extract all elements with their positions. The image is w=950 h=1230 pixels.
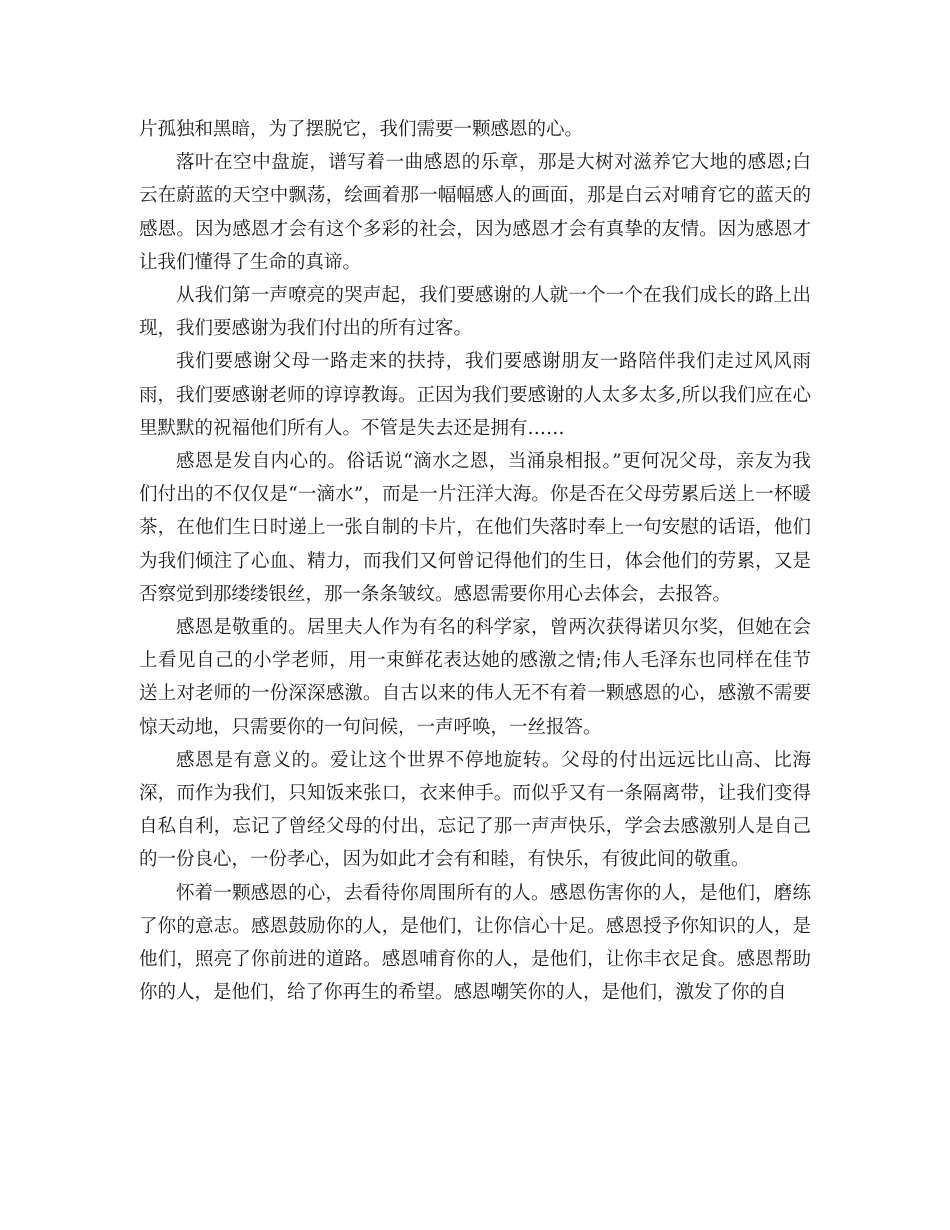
paragraph-2: 落叶在空中盘旋，谱写着一曲感恩的乐章，那是大树对滋养它大地的感恩;白云在蔚蓝的天空中飘荡，绘画着那一幅幅感人的画面，那是白云对哺育它的蓝天的感恩。因为感恩才会有这个多彩的社会，因为感恩才会有真挚的友情。因为感恩才让我们懂得了生命的真谛。 (139, 152, 811, 273)
paragraph-1: 片孤独和黑暗，为了摆脱它，我们需要一颗感恩的心。 (139, 119, 584, 140)
paragraph-3: 从我们第一声嘹亮的哭声起，我们要感谢的人就一个一个在我们成长的路上出现，我们要感谢为我们付出的所有过客。 (139, 285, 811, 340)
paragraph-8: 怀着一颗感恩的心，去看待你周围所有的人。感恩伤害你的人，是他们，磨练了你的意志。感恩鼓励你的人，是他们，让你信心十足。感恩授予你知识的人，是他们，照亮了你前进的道路。感恩哺育你的人，是他们，让你丰衣足食。感恩帮助你的人，是他们，给了你再生的希望。感恩嘲笑你的人，是他们，激发了你的自 (139, 882, 811, 1004)
paragraph-6: 感恩是敬重的。居里夫人作为有名的科学家，曾两次获得诺贝尔奖，但她在会上看见自己的小学老师，用一束鲜花表达她的感激之情;伟人毛泽东也同样在佳节送上对老师的一份深深感激。自古以来的伟人无不有着一颗感恩的心，感激不需要惊天动地，只需要你的一句问候，一声呼唤，一丝报答。 (139, 617, 811, 738)
paragraph-7: 感恩是有意义的。爱让这个世界不停地旋转。父母的付出远远比山高、比海深，而作为我们，只知饭来张口，衣来伸手。而似乎又有一条隔离带，让我们变得自私自利，忘记了曾经父母的付出，忘记了那一声声快乐，学会去感激别人是自己的一份良心，一份孝心，因为如此才会有和睦，有快乐，有彼此间的敬重。 (139, 749, 811, 871)
document-body (139, 113, 811, 1009)
paragraph-5: 感恩是发自内心的。俗话说“滴水之恩，当涌泉相报。”更何况父母，亲友为我们付出的不仅仅是“一滴水”，而是一片汪洋大海。你是否在父母劳累后送上一杯暖茶，在他们生日时递上一张自制的卡片，在他们失落时奉上一句安慰的话语，他们为我们倾注了心血、精力，而我们又何曾记得他们的生日，体会他们的劳累，又是否察觉到那缕缕银丝，那一条条皱纹。感恩需要你用心去体会，去报答。 (139, 451, 811, 605)
paragraph-4: 我们要感谢父母一路走来的扶持，我们要感谢朋友一路陪伴我们走过风风雨雨，我们要感谢老师的谆谆教诲。正因为我们要感谢的人太多太多,所以我们应在心里默默的祝福他们所有人。不管是失去还是拥有…… (139, 351, 811, 439)
